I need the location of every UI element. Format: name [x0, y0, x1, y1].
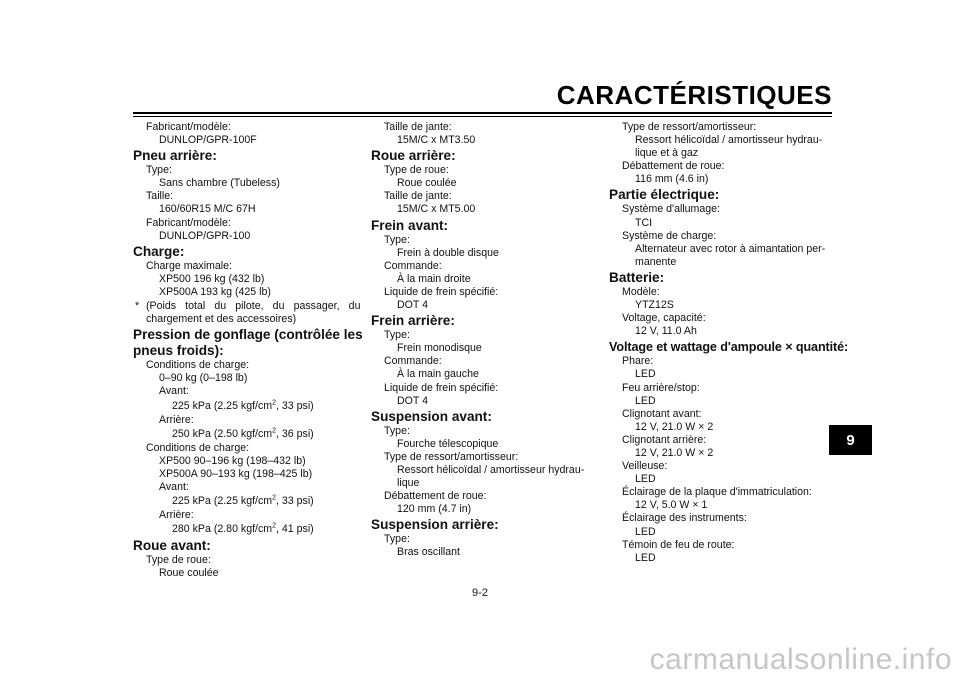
spec-label: Modèle: [622, 285, 660, 298]
spec-value: 12 V, 5.0 W × 1 [635, 499, 708, 512]
spec-value: 116 mm (4.6 in) [635, 173, 709, 186]
spec-label: Voltage, capacité: [622, 312, 706, 325]
spec-label: Conditions de charge: [146, 441, 250, 454]
spec-label: Veilleuse: [622, 460, 668, 473]
spec-label: Feu arrière/stop: [622, 381, 700, 394]
spec-value: Bras oscillant [397, 546, 460, 559]
spec-value: À la main droite [397, 272, 471, 285]
spec-value: 12 V, 21.0 W × 2 [635, 420, 714, 433]
section-heading: Frein arrière: [371, 313, 455, 329]
spec-value: LED [635, 525, 656, 538]
spec-label: Type: [384, 233, 410, 246]
section-heading: Partie électrique: [609, 187, 720, 203]
page-number: 9-2 [472, 587, 488, 599]
spec-value: XP500A 90–193 kg (198–425 lb) [159, 467, 313, 480]
spec-value-part: 225 kPa (2.25 kgf/cm [172, 494, 273, 507]
spec-label: Débattement de roue: [384, 490, 487, 503]
spec-value: Sans chambre (Tubeless) [159, 177, 280, 190]
spec-value: LED [635, 368, 656, 381]
section-heading: Frein avant: [371, 217, 449, 233]
spec-value-cont: lique [397, 477, 420, 490]
superscript: 2 [272, 522, 277, 530]
spec-value: LED [635, 551, 656, 564]
spec-value: XP500 90–196 kg (198–432 lb) [159, 454, 306, 467]
spec-value: XP500A 193 kg (425 lb) [159, 285, 271, 298]
spec-value: XP500 196 kg (432 lb) [159, 272, 265, 285]
spec-label: Témoin de feu de route: [622, 538, 735, 551]
spec-value: LED [635, 394, 656, 407]
spec-value: 12 V, 21.0 W × 2 [635, 446, 714, 459]
section-heading: Suspension arrière: [371, 517, 499, 533]
spec-label: Clignotant avant: [622, 407, 702, 420]
section-heading: Charge: [133, 243, 185, 259]
spec-value-cont: lique et à gaz [635, 147, 699, 160]
spec-label: Fabricant/modèle: [146, 121, 231, 133]
spec-label: Conditions de charge: [146, 359, 250, 372]
spec-label: Taille de jante: [384, 190, 452, 203]
spec-label: Taille: [146, 190, 174, 203]
spec-value: DUNLOP/GPR-100 [159, 229, 251, 242]
header-rule [133, 112, 832, 114]
spec-value-part: , 41 psi) [276, 523, 314, 536]
spec-value-part: , 33 psi) [276, 399, 314, 412]
spec-value: Ressort hélicoïdal / amortisseur hydrau- [397, 463, 585, 476]
spec-label: Avant: [159, 480, 189, 493]
spec-value: 160/60R15 M/C 67H [159, 203, 256, 216]
spec-label: Fabricant/modèle: [146, 216, 231, 229]
spec-label: Type de ressort/amortisseur: [622, 121, 757, 133]
spec-label: Phare: [622, 355, 654, 368]
spec-label: Taille de jante: [384, 121, 452, 133]
spec-column-3 [609, 121, 849, 565]
spec-label: Type: [146, 164, 172, 177]
section-heading: Roue arrière: [371, 148, 456, 164]
spec-label: Clignotant arrière: [622, 433, 707, 446]
section-heading: Batterie: [609, 269, 665, 285]
header-rule-thin [133, 116, 832, 117]
spec-label: Type de roue: [384, 164, 449, 177]
section-heading: Pression de gonflage (contrôlée les [133, 327, 363, 343]
footnote-text: (Poids total du pilote, du passager, du [146, 300, 361, 313]
spec-value: LED [635, 473, 656, 486]
spec-value-part: 280 kPa (2.80 kgf/cm [172, 523, 273, 536]
spec-value: Roue coulée [397, 177, 457, 190]
superscript: 2 [272, 427, 277, 435]
spec-label: Éclairage des instruments: [622, 512, 747, 525]
superscript: 2 [272, 398, 277, 406]
spec-value: À la main gauche [397, 368, 479, 381]
watermark: carmanualsonline.info [649, 643, 952, 676]
spec-value: YTZ12S [635, 299, 674, 312]
spec-label: Système d'allumage: [622, 203, 721, 216]
spec-column-2 [371, 121, 596, 560]
spec-value-part: 225 kPa (2.25 kgf/cm [172, 399, 273, 412]
section-heading: Pneu arrière: [133, 148, 217, 164]
spec-value [133, 522, 358, 537]
spec-value: DOT 4 [397, 299, 429, 312]
spec-value: Fourche télescopique [397, 437, 499, 450]
spec-column-1 [133, 121, 363, 580]
spec-value: Roue coulée [159, 567, 219, 580]
footnote [133, 300, 361, 313]
section-heading: Roue avant: [133, 538, 211, 554]
spec-label: Débattement de roue: [622, 160, 725, 173]
spec-label: Liquide de frein spécifié: [384, 381, 499, 394]
footnote-text-cont: chargement et des accessoires) [146, 313, 297, 326]
spec-value: DOT 4 [397, 394, 429, 407]
section-heading: Suspension avant: [371, 408, 492, 424]
spec-label: Type: [384, 533, 410, 546]
spec-value: Frein monodisque [397, 342, 482, 355]
spec-label: Type: [384, 424, 410, 437]
spec-label: Commande: [384, 259, 442, 272]
spec-value [133, 427, 358, 442]
superscript: 2 [272, 494, 277, 502]
spec-label: Arrière: [159, 413, 194, 426]
spec-value: 12 V, 11.0 Ah [635, 325, 697, 338]
spec-value: Frein à double disque [397, 246, 499, 259]
spec-value: Alternateur avec rotor à aimantation per- [635, 242, 826, 255]
spec-label: Type de roue: [146, 554, 211, 567]
spec-value: 15M/C x MT5.00 [397, 203, 476, 216]
spec-label: Type: [384, 329, 410, 342]
spec-value-cont: manente [635, 255, 677, 268]
spec-value: TCI [635, 216, 653, 229]
spec-value: Ressort hélicoïdal / amortisseur hydrau- [635, 134, 823, 147]
section-heading: Voltage et wattage d'ampoule × quantité: [609, 340, 849, 355]
section-heading-cont: pneus froids): [133, 343, 224, 359]
spec-value-part: , 33 psi) [276, 494, 314, 507]
spec-label: Avant: [159, 385, 189, 398]
spec-value-part: 250 kPa (2.50 kgf/cm [172, 427, 273, 440]
spec-label: Commande: [384, 355, 442, 368]
spec-label: Charge maximale: [146, 259, 232, 272]
spec-value [133, 494, 358, 509]
page-title: CARACTÉRISTIQUES [556, 80, 832, 110]
spec-label: Liquide de frein spécifié: [384, 285, 499, 298]
spec-value-part: , 36 psi) [276, 427, 314, 440]
spec-label: Système de charge: [622, 229, 717, 242]
spec-value: 0–90 kg (0–198 lb) [159, 372, 248, 385]
spec-value [133, 399, 358, 414]
spec-value: 120 mm (4.7 in) [397, 503, 472, 516]
spec-value: DUNLOP/GPR-100F [159, 134, 257, 147]
footnote-mark: * [135, 300, 140, 313]
spec-value: 15M/C x MT3.50 [397, 134, 476, 147]
spec-label: Éclairage de la plaque d'immatriculation: [622, 486, 812, 499]
spec-label: Type de ressort/amortisseur: [384, 450, 519, 463]
spec-label: Arrière: [159, 508, 194, 521]
chapter-tab: 9 [829, 425, 872, 455]
